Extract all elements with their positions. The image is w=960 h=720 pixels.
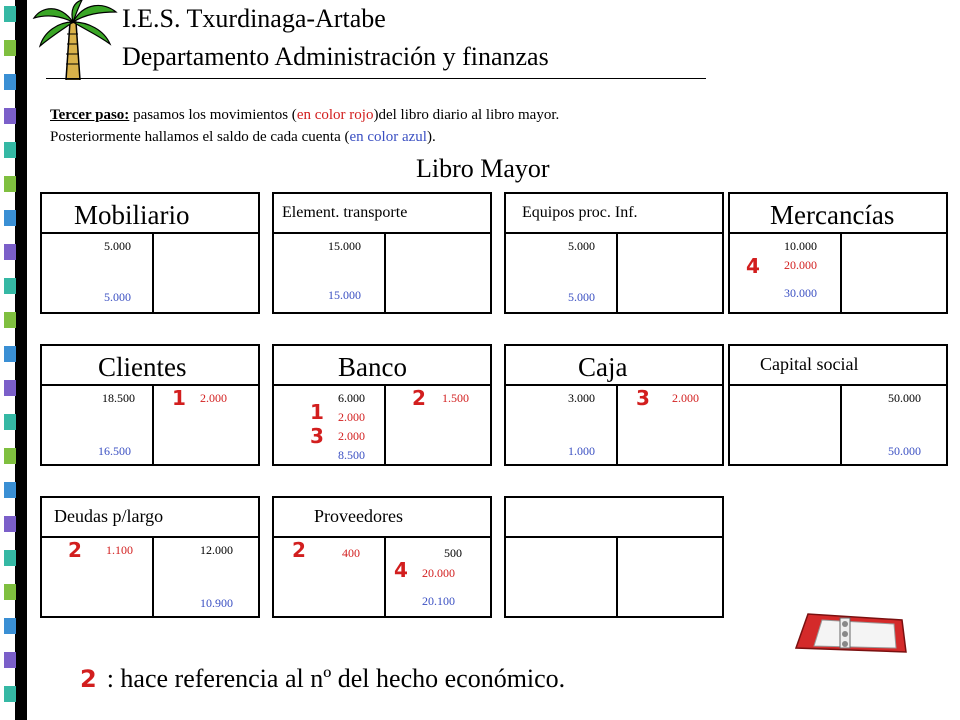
intro-line1-b: )del libro diario al libro mayor. [373, 107, 560, 123]
palm-tree-icon [30, 0, 122, 80]
account-clientes [40, 344, 260, 466]
account-name: Clientes [98, 352, 187, 382]
credit-movement: 20.000 [422, 566, 455, 580]
balance: 5.000 [104, 290, 131, 304]
account-deudas-largo [40, 496, 260, 618]
debit-entry: 10.000 [784, 239, 817, 253]
balance: 1.000 [568, 444, 595, 458]
account-empty [504, 496, 724, 618]
footer-note [80, 664, 565, 694]
fact-reference: 2 [292, 538, 306, 562]
intro-blue-note: en color azul [349, 129, 427, 145]
account-name: Mobiliario [74, 200, 190, 230]
account-caja [504, 344, 724, 466]
side-decoration [0, 0, 30, 720]
account-banco [272, 344, 492, 466]
account-proveedores [272, 496, 492, 618]
fact-reference: 3 [310, 424, 324, 448]
debit-movement: 400 [342, 546, 360, 560]
debit-entry: 6.000 [338, 391, 365, 405]
fact-reference: 4 [746, 254, 760, 278]
debit-entry: 18.500 [102, 391, 135, 405]
fact-reference: 1 [172, 386, 186, 410]
footer-text: : hace referencia al nº del hecho económico. [106, 664, 566, 693]
step-label: Tercer paso: [50, 107, 130, 123]
credit-entry: 500 [444, 546, 462, 560]
account-capital-social [728, 344, 948, 466]
fact-reference: 2 [68, 538, 82, 562]
account-name: Deudas p/largo [54, 506, 164, 526]
fact-reference: 1 [310, 400, 324, 424]
balance: 5.000 [568, 290, 595, 304]
debit-movement: 2.000 [338, 429, 365, 443]
intro-line2-a: Posteriormente hallamos el saldo de cada cuenta ( [50, 129, 350, 145]
binder-icon [790, 608, 910, 656]
account-name: Capital social [760, 354, 859, 374]
fact-reference: 3 [636, 386, 650, 410]
account-name: Caja [578, 352, 628, 382]
credit-entry: 12.000 [200, 543, 233, 557]
ledger-title: Libro Mayor [416, 154, 550, 183]
intro-text [50, 104, 559, 148]
fact-reference: 2 [412, 386, 426, 410]
intro-line2-b: ). [426, 129, 436, 145]
balance: 15.000 [328, 288, 361, 302]
credit-entry: 50.000 [888, 391, 921, 405]
account-name: Proveedores [314, 506, 403, 526]
credit-movement: 1.500 [442, 391, 469, 405]
balance: 8.500 [338, 448, 365, 462]
balance: 10.900 [200, 596, 233, 610]
school-title: I.E.S. Txurdinaga-Artabe [122, 4, 386, 33]
account-name: Banco [338, 352, 407, 382]
balance: 16.500 [98, 444, 131, 458]
balance: 50.000 [888, 444, 921, 458]
department-title: Departamento Administración y finanzas [122, 42, 549, 71]
account-mobiliario [40, 192, 260, 314]
debit-entry: 3.000 [568, 391, 595, 405]
account-elemento-transporte [272, 192, 492, 314]
balance: 20.100 [422, 594, 455, 608]
debit-entry: 5.000 [568, 239, 595, 253]
credit-movement: 2.000 [200, 391, 227, 405]
title-divider [46, 78, 706, 79]
credit-movement: 2.000 [672, 391, 699, 405]
fact-reference: 4 [394, 558, 408, 582]
account-name: Element. transporte [282, 204, 408, 221]
account-mercancias [728, 192, 948, 314]
account-name: Equipos proc. Inf. [522, 204, 638, 221]
intro-line1-a: pasamos los movimientos ( [129, 107, 297, 123]
debit-movement: 20.000 [784, 258, 817, 272]
intro-red-note: en color rojo [296, 107, 374, 123]
balance: 30.000 [784, 286, 817, 300]
debit-movement: 1.100 [106, 543, 133, 557]
debit-movement: 2.000 [338, 410, 365, 424]
debit-entry: 5.000 [104, 239, 131, 253]
account-name: Mercancías [770, 200, 895, 230]
debit-entry: 15.000 [328, 239, 361, 253]
account-equipos-proceso [504, 192, 724, 314]
fact-reference-sample: 2 [80, 665, 97, 693]
